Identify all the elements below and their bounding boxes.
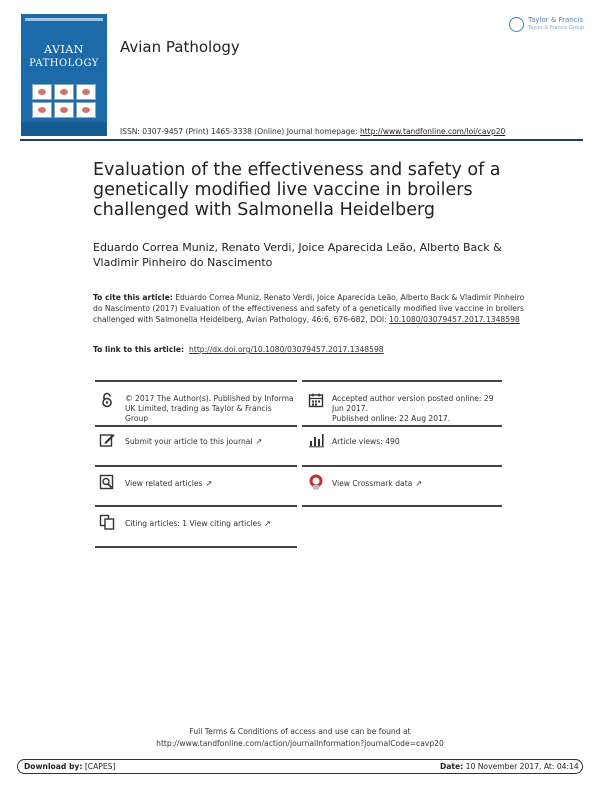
grid-rule	[302, 465, 502, 467]
cover-illustrations	[32, 84, 96, 118]
article-title: Evaluation of the effectiveness and safety of a genetically modified live vaccine in broilers challenged with Salmonella Heidelberg	[93, 160, 501, 220]
cover-tile	[32, 102, 52, 118]
downloaded-by-value: [CAPES]	[84, 762, 116, 771]
journal-name[interactable]: Avian Pathology	[120, 38, 240, 56]
related-search-icon	[99, 474, 115, 490]
crossmark-label: View Crossmark data	[332, 479, 413, 488]
accepted-date: Accepted author version posted online: 29 Jun 2017.	[332, 394, 494, 413]
published-date: Published online: 22 Aug 2017.	[332, 414, 451, 423]
cover-tile	[76, 102, 96, 118]
issn-line	[120, 127, 505, 136]
download-date-label: Date:	[440, 762, 464, 771]
submit-article-label: Submit your article to this journal	[125, 437, 253, 446]
edit-icon	[99, 432, 115, 448]
terms-line1: Full Terms & Conditions of access and use can be found at	[189, 727, 411, 736]
open-access-icon	[99, 392, 115, 408]
citing-articles-label: Citing articles: 1 View citing articles	[125, 519, 262, 528]
download-date-value: 10 November 2017, At: 04:14	[465, 762, 579, 771]
related-articles-label: View related articles	[125, 479, 203, 488]
terms-note	[0, 726, 600, 750]
grid-rule	[95, 546, 297, 548]
publisher-logo-line1: Taylor & Francis	[528, 16, 584, 24]
cover-tile	[32, 84, 52, 100]
publisher-logo-icon	[509, 17, 524, 32]
crossmark-icon	[308, 474, 324, 490]
external-link-icon: ↗	[255, 437, 263, 446]
citation-doi-link[interactable]: 10.1080/03079457.2017.1348598	[389, 315, 520, 324]
cover-tile	[54, 84, 74, 100]
journal-cover	[21, 14, 107, 136]
grid-rule	[95, 465, 297, 467]
citation-label: To cite this article:	[93, 293, 173, 302]
publisher-logo-line2: Taylor & Francis Group	[528, 25, 585, 31]
download-date	[440, 762, 579, 771]
terms-url-link[interactable]: http://www.tandfonline.com/action/journalInformation?journalCode=cavp20	[156, 739, 444, 748]
cover-bottom-band	[21, 122, 107, 136]
external-link-icon: ↗	[205, 479, 213, 488]
citation-block	[93, 292, 533, 325]
journal-homepage-link[interactable]: http://www.tandfonline.com/loi/cavp20	[359, 127, 506, 136]
article-link-label: To link to this article:	[93, 345, 185, 354]
submit-article-link[interactable]	[125, 437, 262, 447]
cover-tile	[76, 84, 96, 100]
cover-tile	[54, 102, 74, 118]
related-articles-link[interactable]	[125, 479, 212, 489]
downloaded-by-label: Download by:	[24, 762, 83, 771]
grid-rule	[302, 380, 502, 382]
calendar-icon	[308, 392, 324, 408]
downloaded-by	[24, 762, 115, 771]
grid-rule	[302, 505, 502, 507]
citing-articles-icon	[99, 514, 115, 530]
grid-rule	[95, 505, 297, 507]
dates-block	[332, 394, 502, 424]
crossmark-link[interactable]	[332, 479, 422, 489]
cover-top-stripe	[25, 18, 103, 21]
citing-articles-link[interactable]	[125, 519, 271, 529]
external-link-icon: ↗	[415, 479, 423, 488]
bar-chart-icon	[308, 432, 324, 448]
grid-rule	[95, 380, 297, 382]
publisher-logo[interactable]	[509, 14, 591, 36]
article-views: Article views: 490	[332, 437, 400, 446]
citation-text: Eduardo Correa Muniz, Renato Verdi, Joice Aparecida Leão, Alberto Back & Vladimir Pinheiro do Nascimento (2017) Evaluation of the effectiveness and safety of a genetically modified live vaccine in broilers challenged with Salmonella Heidelberg, Avian Pathology, 46:6, 676-682, DOI:	[93, 293, 525, 324]
article-authors: Eduardo Correa Muniz, Renato Verdi, Joice Aparecida Leão, Alberto Back & Vladimir Pinheiro do Nascimento	[93, 241, 502, 269]
header-divider	[20, 139, 583, 141]
grid-rule	[95, 425, 297, 427]
article-link-line	[93, 345, 384, 354]
issn-text: ISSN: 0307-9457 (Print) 1465-3338 (Online) Journal homepage:	[120, 127, 360, 136]
article-doi-url-link[interactable]: http://dx.doi.org/10.1080/03079457.2017.1348598	[189, 345, 384, 354]
external-link-icon: ↗	[264, 519, 271, 528]
grid-rule	[302, 425, 502, 427]
cover-title-line2: PATHOLOGY	[29, 58, 99, 69]
license-text: © 2017 The Author(s). Published by Informa UK Limited, trading as Taylor & Francis Group	[125, 394, 294, 423]
cover-title-line1: AVIAN	[44, 43, 84, 56]
